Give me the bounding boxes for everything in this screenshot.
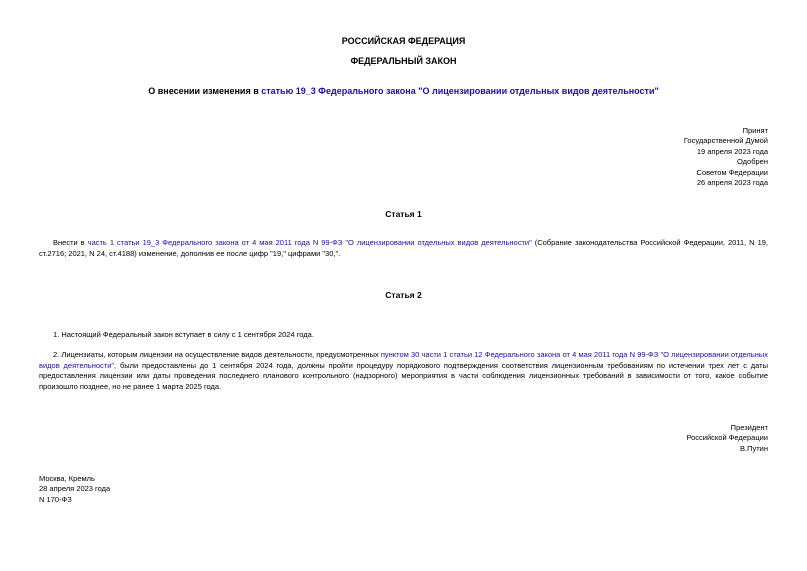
adoption-line: Государственной Думой [683, 136, 768, 146]
date-line: 28 апреля 2023 года [39, 484, 111, 494]
article1-text-prefix: Внести в [53, 238, 88, 247]
article2-p2-suffix: , были предоставлены до 1 сентября 2024 года, должны пройти процедуру порядкового подтверждения соответствия лицензионным требованиям по истечении трех лет с даты предоставления лицензии или даты проведения последнего планового контрольного (надзорного) мероприятия в части соблюдения лицензионных требований в зависимости от того, какое событие произошло позднее, но не ранее 1 марта 2025 года. [39, 360, 768, 391]
header-law-type: ФЕДЕРАЛЬНЫЙ ЗАКОН [350, 56, 457, 66]
article2-p2-link[interactable]: пунктом 30 части 1 статьи 12 Федерального закона от 4 мая 2011 года N 99-ФЗ "О лицензировании отдельных видов деятельности" [39, 350, 768, 370]
law-title-prefix: О внесении изменения в [148, 86, 262, 96]
article1-text-suffix: (Собрание законодательства Российской Федерации, 2011, N 19, ст.2716; 2021, N 24, ст.4188) изменение, дополнив ее после цифр "19," цифрами "30,". [39, 238, 768, 258]
signer-block [686, 423, 768, 454]
article1-link[interactable]: часть 1 статьи 19_3 Федерального закона от 4 мая 2011 года N 99-ФЗ "О лицензировании отдельных видов деятельности" [87, 238, 532, 247]
adoption-line: Принят [742, 126, 768, 135]
article1-paragraph [39, 238, 768, 259]
adoption-line: 26 апреля 2023 года [696, 178, 768, 188]
place-date-block [39, 474, 110, 505]
article2-paragraph-1 [39, 330, 768, 341]
adoption-line: 19 апреля 2023 года [696, 146, 768, 156]
article2-paragraph-2 [39, 350, 768, 392]
adoption-line: Одобрен [737, 157, 768, 167]
law-title [0, 86, 807, 96]
law-title-link[interactable]: статью 19_3 Федерального закона "О лицензировании отдельных видов деятельности" [261, 86, 659, 96]
article2-heading: Статья 2 [385, 290, 422, 300]
adoption-line: Советом Федерации [696, 167, 768, 177]
signer-line: В.Путин [740, 443, 768, 453]
place-line: Москва, Кремль [39, 474, 95, 483]
law-number-line: N 170-ФЗ [39, 494, 72, 504]
header-country: РОССИЙСКАЯ ФЕДЕРАЦИЯ [341, 36, 466, 46]
signer-line: Президент [730, 423, 768, 432]
article2-p2-prefix: 2. Лицензиаты, которым лицензии на осуществление видов деятельности, предусмотренных [53, 350, 381, 359]
article2-p1-text: 1. Настоящий Федеральный закон вступает в силу с 1 сентября 2024 года. [53, 330, 314, 339]
adoption-block [684, 126, 768, 188]
signer-line: Российской Федерации [686, 433, 768, 443]
article1-heading: Статья 1 [385, 209, 422, 219]
